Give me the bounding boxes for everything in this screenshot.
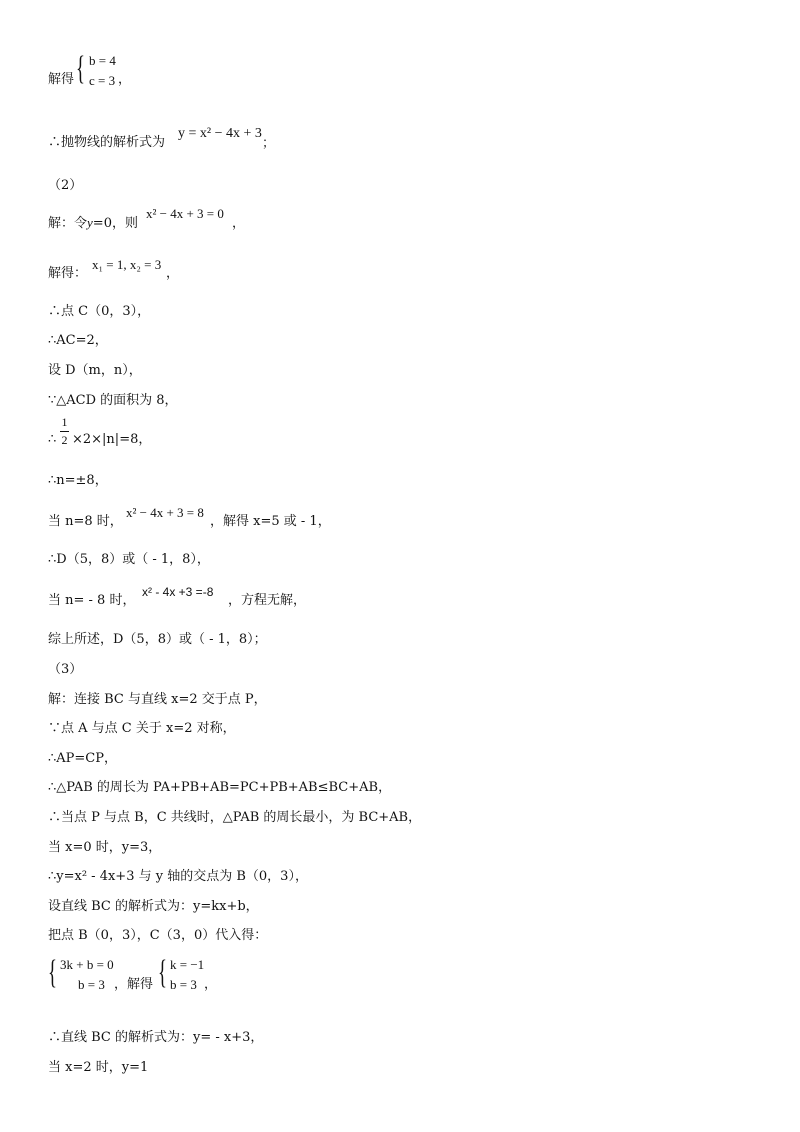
line-x-zero: 当 x=0 时，y=3， — [48, 840, 162, 855]
comma-5: ， — [166, 266, 180, 281]
system-row-c: c = 3 — [89, 73, 116, 88]
line-area: ∵△ACD 的面积为 8， — [48, 393, 178, 408]
parabola-conclusion-text: ∴抛物线的解析式为 — [48, 135, 166, 150]
solve-label-1: 解得 — [48, 72, 75, 87]
case-n-8-prefix: 当 n=8 时， — [48, 514, 123, 529]
line-set-bc: 设直线 BC 的解析式为：y=kx+b， — [48, 899, 259, 914]
quadratic-equation-3: x² - 4x +3 =-8 — [142, 585, 214, 599]
fraction-numerator: 1 — [61, 415, 68, 429]
line-bc-equation: ∴直线 BC 的解析式为：y= - x+3， — [48, 1030, 264, 1045]
system-row-b3-2: b = 3 — [170, 977, 197, 992]
system-row-k: k = −1 — [170, 957, 205, 972]
left-brace-1: { — [76, 50, 85, 87]
system-row-b3: b = 3 — [78, 977, 105, 992]
comma-26: ， — [204, 977, 218, 992]
line-d-points: ∴D（5，8）或（ - 1，8）， — [48, 552, 210, 567]
line-ac: ∴AC=2， — [48, 333, 108, 348]
comma-1: ， — [118, 72, 132, 87]
case-n-neg8-prefix: 当 n= - 8 时， — [48, 593, 136, 608]
system-row-b: b = 4 — [89, 53, 116, 68]
line-set-d: 设 D（m，n）， — [48, 363, 142, 378]
line-symmetry: ∵点 A 与点 C 关于 x=2 对称， — [48, 721, 236, 736]
case-n-neg8-suffix: ，方程无解， — [228, 593, 307, 608]
text-segment: =0，则 — [92, 216, 138, 231]
text-segment: 解：令 — [48, 216, 88, 231]
solve-label-2: 解得： — [48, 266, 88, 281]
var-y: y — [87, 215, 93, 230]
semicolon-2: ； — [262, 136, 276, 151]
therefore-symbol: ∴ — [48, 432, 57, 447]
part-2-label: （2） — [48, 178, 83, 193]
left-brace-3: { — [158, 954, 167, 991]
case-n-8-suffix: ，解得 x=5 或 - 1， — [210, 514, 331, 529]
fraction-one-half — [60, 415, 69, 448]
line-ap-cp: ∴AP=CP， — [48, 751, 117, 766]
fraction-denominator: 2 — [61, 433, 68, 447]
solve-label-3: ，解得 — [114, 977, 154, 992]
line-connect-bc: 解：连接 BC 与直线 x=2 交于点 P， — [48, 692, 267, 707]
part-3-label: （3） — [48, 662, 83, 677]
line-perimeter: ∴△PAB 的周长为 PA+PB+AB=PC+PB+AB≤BC+AB， — [48, 780, 392, 795]
line-n-values: ∴n=±8， — [48, 473, 108, 488]
line-substitute: 把点 B（0，3），C（3，0）代入得： — [48, 928, 268, 943]
quadratic-equation-1: x² − 4x + 3 = 0 — [146, 206, 224, 221]
summary-line: 综上所述，D（5，8）或（ - 1，8）； — [48, 632, 267, 647]
comma-4: ， — [232, 216, 246, 231]
line-x-two: 当 x=2 时，y=1 — [48, 1060, 149, 1075]
let-y-zero-prefix — [48, 215, 138, 232]
left-brace-2: { — [48, 954, 57, 991]
roots-equation: x₁ = 1, x₂ = 3 — [92, 257, 162, 272]
system-row-3k: 3k + b = 0 — [60, 957, 114, 972]
parabola-equation: y = x² − 4x + 3 — [178, 126, 262, 141]
quadratic-equation-2: x² − 4x + 3 = 8 — [126, 505, 204, 520]
line-collinear: ∴当点 P 与点 B，C 共线时，△PAB 的周长最小，为 BC+AB， — [48, 810, 422, 825]
line-point-c: ∴点 C（0，3）， — [48, 304, 151, 319]
fraction-bar — [60, 431, 69, 432]
line-intersection-b: ∴y=x² - 4x+3 与 y 轴的交点为 B（0，3）， — [48, 869, 308, 884]
area-equation: ×2×|n|=8， — [72, 432, 152, 447]
